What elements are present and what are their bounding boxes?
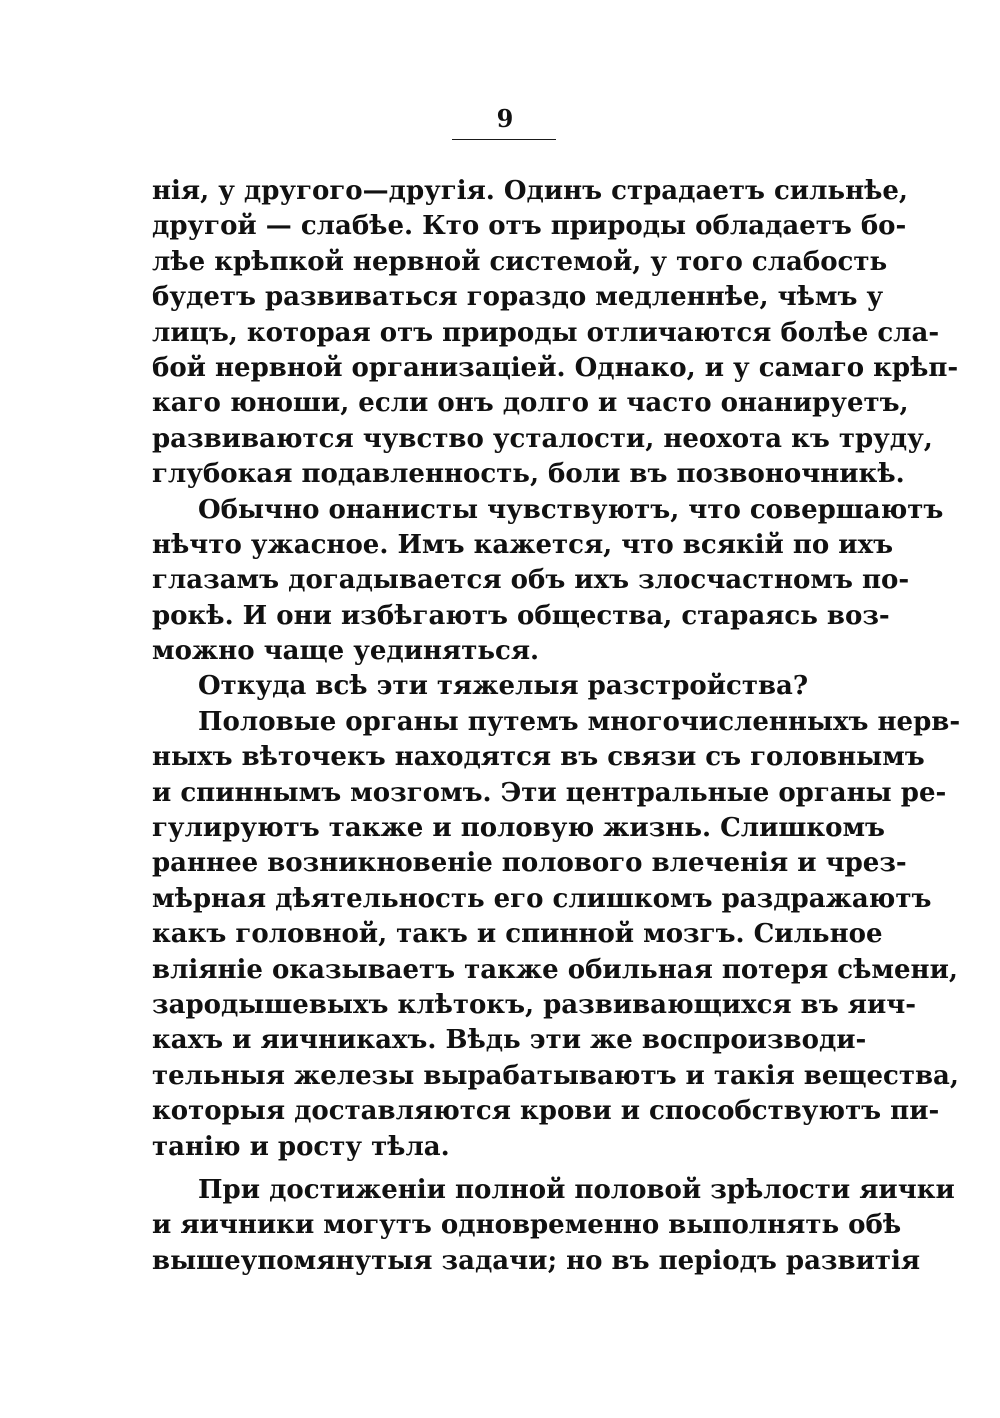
- text-line: ныхъ вѣточекъ находятся въ связи съ головнымъ: [152, 742, 925, 773]
- text-line: кахъ и яичникахъ. Вѣдь эти же воспроизводи-: [152, 1025, 867, 1056]
- text-line: мѣрная дѣятельность его слишкомъ раздражаютъ: [152, 883, 932, 914]
- text-line: будетъ развиваться гораздо медленнѣе, чѣмъ у: [152, 282, 884, 313]
- text-line: можно чаще уединяться.: [152, 636, 540, 667]
- text-line: лицъ, которая отъ природы отличаются болѣе сла-: [152, 317, 940, 348]
- text-line: тельныя железы вырабатываютъ и такія вещества,: [152, 1060, 959, 1091]
- text-line: раннее возникновеніе полового влеченія и чрез-: [152, 848, 907, 879]
- text-line: Откуда всѣ эти тяжелыя разстройства?: [198, 671, 809, 702]
- page-number-rule: [452, 139, 556, 140]
- body-text: [152, 174, 961, 1279]
- text-line: каго юноши, если онъ долго и часто онанируетъ,: [152, 388, 909, 419]
- text-line: которыя доставляются крови и способствуютъ пи-: [152, 1096, 940, 1127]
- text-line: Обычно онанисты чувствуютъ, что совершаютъ: [198, 494, 944, 525]
- text-line: танію и росту тѣла.: [152, 1131, 450, 1162]
- text-line: развиваются чувство усталости, неохота къ труду,: [152, 423, 933, 454]
- text-line: и спиннымъ мозгомъ. Эти центральные органы ре-: [152, 777, 947, 808]
- text-line: лѣе крѣпкой нервной системой, у того слабость: [152, 246, 888, 277]
- text-line: нія, у другого—другія. Одинъ страдаетъ сильнѣе,: [152, 176, 908, 206]
- text-line: вышеупомянутыя задачи; но въ періодъ развитія: [152, 1245, 921, 1276]
- text-line: рокѣ. И они избѣгаютъ общества, стараясь воз-: [152, 600, 890, 631]
- text-line: Половые органы путемъ многочисленныхъ нерв-: [198, 706, 961, 737]
- text-line: глазамъ догадывается объ ихъ злосчастномъ по-: [152, 565, 910, 596]
- text-line: вліяніе оказываетъ также обильная потеря сѣмени,: [152, 954, 958, 985]
- text-line: нѣчто ужасное. Имъ кажется, что всякій по ихъ: [152, 529, 894, 560]
- text-line: глубокая подавленность, боли въ позвоночникѣ.: [152, 459, 905, 490]
- text-line: При достиженіи полной половой зрѣлости яички: [198, 1174, 955, 1205]
- text-line: гулируютъ также и половую жизнь. Слишкомъ: [152, 813, 885, 844]
- text-line: зародышевыхъ клѣтокъ, развивающихся въ яич-: [152, 989, 917, 1020]
- text-line: бой нервной организаціей. Однако, и у самаго крѣп-: [152, 352, 959, 383]
- text-line: другой — слабѣе. Кто отъ природы обладаетъ бо-: [152, 211, 907, 242]
- text-line: и яичники могутъ одновременно выполнять обѣ: [152, 1210, 902, 1241]
- text-line: какъ головной, такъ и спинной мозгъ. Сильное: [152, 919, 883, 950]
- page-number: 9: [496, 104, 514, 133]
